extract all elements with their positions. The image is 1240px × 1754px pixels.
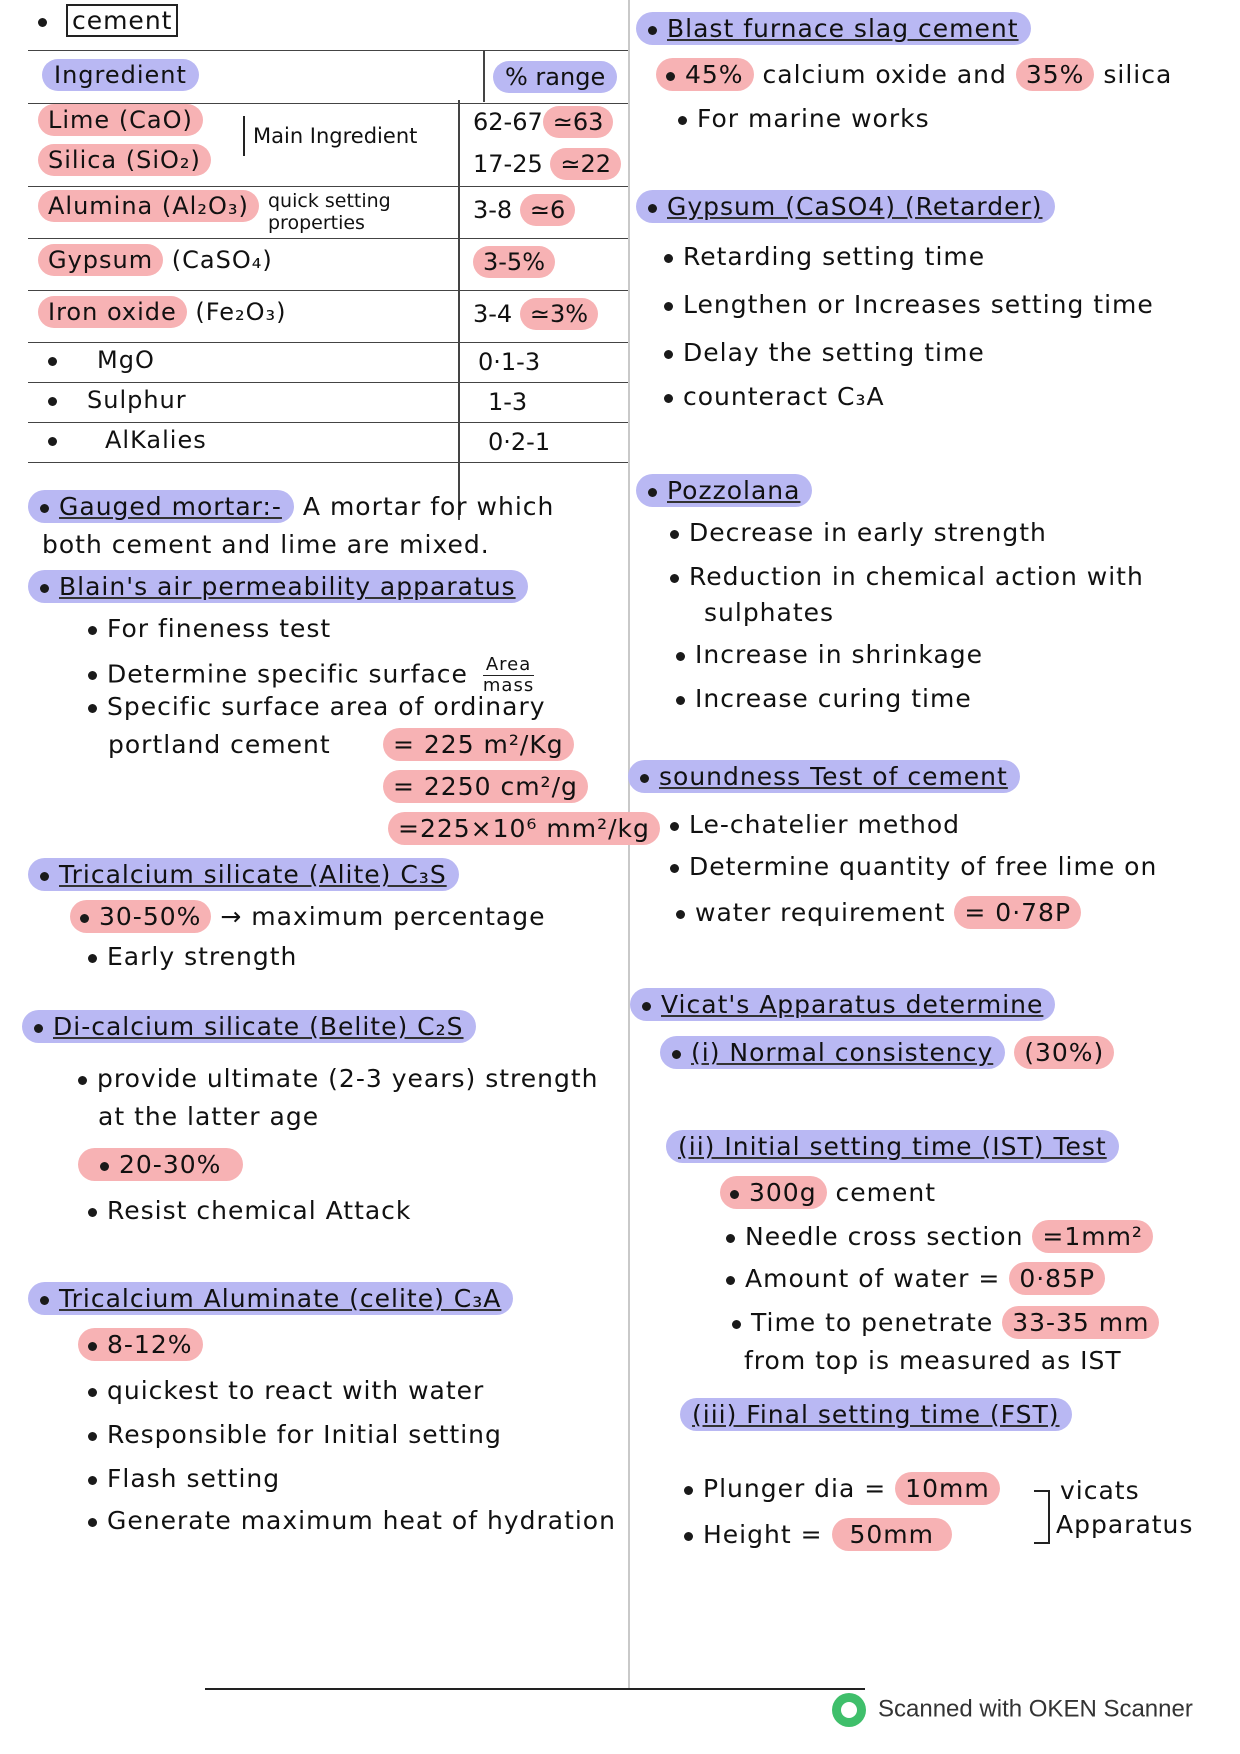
vicat-note-1: vicats — [1060, 1476, 1140, 1505]
list-item: Decrease in early strength — [670, 518, 1047, 547]
bullet-icon — [664, 254, 673, 263]
bullet-icon — [726, 1234, 735, 1243]
bullet-icon — [88, 1432, 97, 1441]
list-item: Determine quantity of free lime on — [670, 852, 1157, 881]
bullet-icon — [670, 530, 679, 539]
list-item: Early strength — [88, 942, 297, 971]
list-item: counteract C₃A — [664, 382, 885, 411]
ingredient-approx: ≃6 — [520, 194, 575, 226]
c3s-title: Tricalcium silicate (Alite) C₃S — [59, 860, 447, 889]
bracket — [1034, 1490, 1050, 1544]
ingredient-approx: ≃22 — [550, 148, 621, 180]
list-item: 45% calcium oxide and 35% silica — [656, 60, 1172, 89]
bullet-icon — [88, 1518, 97, 1527]
table-row — [28, 382, 628, 423]
ingredient-name: Iron oxide — [38, 296, 187, 328]
normal-consistency-value: (30%) — [1014, 1036, 1114, 1069]
bullet-icon — [676, 652, 685, 661]
water-requirement-value: = 0·78P — [954, 896, 1081, 929]
bullet-icon — [672, 1050, 681, 1059]
header-range: % range — [493, 61, 617, 93]
c3a-title: Tricalcium Aluminate (celite) C₃A — [59, 1284, 502, 1313]
pozzolana-title: Pozzolana — [667, 476, 801, 505]
ingredient-value: 3-8 — [473, 196, 513, 224]
list-item: quickest to react with water — [88, 1376, 484, 1405]
ingredient-approx: ≃3% — [520, 298, 598, 330]
list-item: 300g cement — [720, 1178, 936, 1207]
ingredient-name: Lime (CaO) — [38, 104, 203, 136]
ingredient-value: 0·2-1 — [488, 428, 551, 456]
blain-title: Blain's air permeability apparatus — [59, 572, 516, 601]
ingredient-value: 3-5% — [473, 246, 555, 278]
bullet-icon — [80, 914, 89, 923]
bottom-rule — [205, 1688, 865, 1690]
list-item-continued: portland cement — [108, 730, 331, 759]
ist-cement-value: 300g — [749, 1178, 817, 1207]
list-item: Responsible for Initial setting — [88, 1420, 502, 1449]
bullet-icon — [88, 1388, 97, 1397]
cement-heading: cement — [38, 6, 178, 35]
bullet-icon — [88, 1476, 97, 1485]
ingredient-name: Sulphur — [87, 386, 187, 414]
surface-area-value-2: = 2250 cm²/g — [383, 770, 588, 803]
needle-section-value: =1mm² — [1032, 1220, 1153, 1253]
bullet-icon — [664, 394, 673, 403]
bullet-icon — [678, 116, 687, 125]
bullet-icon — [676, 910, 685, 919]
c2s-percentage: 20-30% — [119, 1150, 222, 1179]
ingredient-name: AlKalies — [105, 426, 207, 454]
bullet-icon — [732, 1320, 741, 1329]
list-item: Le-chatelier method — [670, 810, 960, 839]
gauged-mortar-text2: both cement and lime are mixed. — [42, 530, 490, 559]
list-item-continued: sulphates — [704, 598, 835, 627]
list-item: Needle cross section =1mm² — [726, 1222, 1153, 1251]
list-item: Height = 50mm — [684, 1520, 952, 1549]
list-item: Reduction in chemical action with — [670, 562, 1144, 591]
penetration-value: 33-35 mm — [1002, 1306, 1159, 1339]
bullet-icon — [666, 72, 675, 81]
ingredient-approx: ≃63 — [543, 106, 614, 138]
bullet-icon — [664, 350, 673, 359]
gauged-mortar-line — [28, 492, 554, 521]
table-row — [28, 290, 628, 343]
list-item: Resist chemical Attack — [88, 1196, 411, 1225]
c3s-percentage: 30-50% — [99, 902, 202, 931]
bullet-icon — [648, 26, 657, 35]
bullet-icon — [88, 704, 97, 713]
ingredient-name: MgO — [97, 346, 155, 374]
bullet-icon — [648, 488, 657, 497]
header-ingredient: Ingredient — [42, 59, 199, 91]
list-item: Plunger dia = 10mm — [684, 1474, 1000, 1503]
bullet-icon — [34, 1024, 43, 1033]
list-item: Retarding setting time — [664, 242, 985, 271]
list-item: water requirement = 0·78P — [676, 898, 1081, 927]
list-item: Increase curing time — [676, 684, 972, 713]
list-item: For marine works — [678, 104, 930, 133]
vicat-note-2: Apparatus — [1056, 1510, 1194, 1539]
bullet-icon — [640, 774, 649, 783]
bullet-icon — [726, 1276, 735, 1285]
c3s-percentage-note: → maximum percentage — [220, 902, 546, 931]
list-item: Time to penetrate 33-35 mm — [732, 1308, 1159, 1337]
bullet-icon — [78, 1076, 87, 1085]
bullet-icon — [40, 504, 49, 513]
ist-label: (ii) Initial setting time (IST) Test — [666, 1130, 1119, 1163]
soundness-title: soundness Test of cement — [659, 762, 1008, 791]
bullet-icon — [88, 1342, 97, 1351]
ingredient-value: 3-4 — [473, 300, 513, 328]
list-item-continued: at the latter age — [98, 1102, 320, 1131]
gauged-mortar-text: A mortar for which — [302, 492, 555, 521]
bullet-icon — [48, 357, 57, 366]
height-value: 50mm — [832, 1518, 953, 1551]
area-mass-fraction: Area mass — [482, 654, 535, 696]
c3a-percentage: 8-12% — [107, 1330, 193, 1359]
list-item: provide ultimate (2-3 years) strength — [78, 1064, 599, 1093]
main-ingredient-note: Main Ingredient — [243, 116, 417, 156]
bullet-icon — [684, 1486, 693, 1495]
list-item: Lengthen or Increases setting time — [664, 290, 1154, 319]
bullet-icon — [88, 671, 97, 680]
water-amount-value: 0·85P — [1009, 1262, 1105, 1295]
ingredient-formula: (Fe₂O₃) — [195, 298, 287, 326]
bullet-icon — [40, 1296, 49, 1305]
list-item: Determine specific surface Area mass — [88, 655, 534, 696]
vicat-title: Vicat's Apparatus determine — [661, 990, 1044, 1019]
bullet-icon — [730, 1190, 739, 1199]
bullet-icon — [670, 864, 679, 873]
list-item: Generate maximum heat of hydration — [88, 1506, 616, 1535]
ingredient-name: Silica (SiO₂) — [38, 144, 211, 176]
surface-area-value-1: = 225 m²/Kg — [383, 728, 574, 761]
bullet-icon — [38, 18, 47, 27]
ingredient-value: 1-3 — [488, 388, 528, 416]
bullet-icon — [642, 1002, 651, 1011]
ingredient-name: Alumina (Al₂O₃) — [38, 190, 259, 222]
bullet-icon — [664, 302, 673, 311]
quick-setting-note: quick setting properties — [268, 190, 391, 234]
table-header-row — [28, 50, 628, 104]
list-item: Delay the setting time — [664, 338, 985, 367]
bullet-icon — [88, 1208, 97, 1217]
list-item: Amount of water = 0·85P — [726, 1264, 1105, 1293]
bullet-icon — [48, 397, 57, 406]
table-row — [28, 238, 628, 291]
scanner-watermark: Scanned with OKEN Scanner — [832, 1693, 1193, 1727]
surface-area-value-3: =225×10⁶ mm²/kg — [388, 812, 660, 845]
oken-logo-icon — [832, 1693, 866, 1727]
bullet-icon — [40, 872, 49, 881]
bullet-icon — [48, 437, 57, 446]
gypsum-title: Gypsum (CaSO4) (Retarder) — [667, 192, 1043, 221]
bullet-icon — [684, 1532, 693, 1541]
bfs-silica-percentage: 35% — [1016, 58, 1095, 91]
column-divider — [628, 0, 630, 1690]
bullet-icon — [40, 584, 49, 593]
list-item: Increase in shrinkage — [676, 640, 983, 669]
ingredient-formula: (CaSO₄) — [171, 246, 273, 274]
table-row — [28, 342, 628, 383]
c2s-title: Di-calcium silicate (Belite) C₂S — [53, 1012, 464, 1041]
bfs-title: Blast furnace slag cement — [667, 14, 1019, 43]
bullet-icon — [88, 954, 97, 963]
bfs-cao-percentage: 45% — [685, 60, 744, 89]
ingredient-name: Gypsum — [38, 244, 163, 276]
bullet-icon — [676, 696, 685, 705]
ingredient-value: 17-25 — [473, 150, 543, 178]
plunger-dia-value: 10mm — [895, 1472, 1000, 1505]
list-item: For fineness test — [88, 614, 331, 643]
table-row — [28, 422, 628, 463]
fst-label: (iii) Final setting time (FST) — [680, 1398, 1072, 1431]
list-item: Specific surface area of ordinary — [88, 692, 546, 721]
bullet-icon — [670, 574, 679, 583]
ingredient-value: 0·1-3 — [478, 348, 541, 376]
bullet-icon — [88, 626, 97, 635]
normal-consistency-label: (i) Normal consistency — [691, 1038, 994, 1067]
ingredient-value: 62-67 — [473, 108, 543, 136]
header-divider — [483, 50, 485, 102]
list-item-continued: from top is measured as IST — [744, 1346, 1122, 1375]
bullet-icon — [100, 1162, 109, 1171]
bullet-icon — [648, 204, 657, 213]
bullet-icon — [670, 822, 679, 831]
list-item: Flash setting — [88, 1464, 280, 1493]
gauged-mortar-title: Gauged mortar:- — [59, 492, 282, 521]
